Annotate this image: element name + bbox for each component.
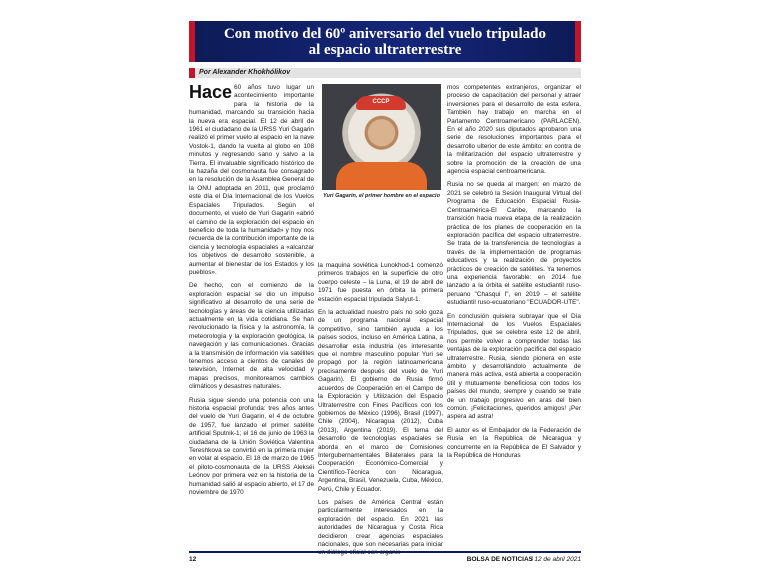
article-paragraph: Rusia no se queda al margen: en marzo de 2021 se celebró la Sesión Inaugural Virtual del Programa de Educación Espacial Rusia-Centroamérica-El Caribe, marcando la transición hacia nueva etapa de la realización práctica de los planes de cooperación en la exploración pacífica del espacio ultraterrestre. Se trata de la transferencia de tecnologías a través de la implementación de programas educativos y la realización de proyectos prácticos de creación de satélites. Ya tenemos una experiencia favorable: en 2014 fue lanzado a la órbita el satélite estudiantil ruso-peruano "Chasqui I", en 2019 – el satélite estudiantil ruso-ecuatoriano "ECUADOR-UTE". [447, 181, 581, 307]
page-footer [189, 554, 581, 566]
headline-banner [189, 21, 581, 62]
article-paragraph: En conclusión quisiera subrayar que el Día Internacional de los Vuelos Espaciales Tripulados, que se celebra este 12 de abril, nos permite volver a comprender todas las ventajas de la exploración pacífica del espacio ultraterrestre. Rusia, siendo pionera en este ámbito y desarrollándolo actualmente de manera más activa, está abierta a cooperación útil y mutuamente beneficiosa con todos los países del mundo, siempre y cuando se trate de un trabajo progresivo en aras del bien común. ¡Felicitaciones, queridos amigos! ¡Per aspera ad astra! [447, 312, 581, 421]
issue-date: / 12 de abril 2021 [530, 556, 581, 563]
article-paragraph: mos competentes extranjeros, organizar el proceso de capacitación del personal y atraer inversiones para el desarrollo de esta esfera. También hay trabajo en marcha en el Parlamento Centroamericano (PARLACEN). En el año 2020 sus diputados aprobaron una serie de resoluciones importantes para el desarrollo ulterior de este ámbito: en contra de la militarización del espacio ultraterrestre y sobre la promoción de la creación de una agencia espacial centroamericana. [447, 84, 581, 176]
gagarin-photo [322, 84, 441, 190]
article-paragraph: Los países de América Central están particularmente interesados en la exploración del espacio. En 2021 las autoridades de Nicaragua y Costa Rica decidieron crear agencias espaciales nacionales, que son necesarias para iniciar [318, 498, 443, 548]
article-paragraph: Rusia sigue siendo una potencia con una historia espacial profunda: tres años antes del vuelo de Yuri Gagarin, el 4 de octubre de 1957, fue lanzado el primer satélite artificial Sputnik-1; el 16 de junio de 1963 la ciudadana de la Unión Soviética Valentina Tereshkova se convirtió en la primera mujer en volar al espacio. El 18 de marzo de 1965 el piloto-cosmonauta de la URSS Alekséi Leónov por primera vez en la historia de la humanidad salió al espacio abierto, el 17 de noviembre de 1970 [189, 396, 314, 497]
photo-caption: Yuri Gagarin, el primer hombre en el espacio [323, 193, 440, 199]
article-column-3 [447, 84, 581, 564]
footer-divider [189, 551, 581, 553]
article-paragraph: la maquina soviética Lunokhod-1 comenzó primeros trabajos en la superficie de otro cuerpo celeste – la Luna, el 19 de abril de 1971 fue puesta en órbita la primera estación espacial tripulada Salyut-1. [318, 262, 443, 303]
author-note: El autor es el Embajador de la Federación de Rusia en la República de Nicaragua y concurrente en la República de El Salvador y la República de Honduras [447, 426, 581, 460]
page-number: 12 [189, 556, 197, 563]
headline: Con motivo del 60º aniversario del vuelo tripulado al espacio ultraterrestre [223, 25, 547, 58]
dropcap: Hace [189, 84, 233, 102]
spacesuit-shape [336, 162, 427, 190]
byline: Por Alexander Khokhólikov [189, 68, 581, 78]
article-paragraph: En la actualidad nuestro país no solo goza de un programa nacional espacial competitivo, sino también ayuda a los países socios, incluso en América Latina, a desarrollar esta industria (es interesante que el nombre masculino popular Yuri se propagó por la región latinoamericana precisamente después del vuelo de Yuri Gagarin). El gobierno de Rusia firmó acuerdos de Cooperación en el Campo de la Exploración y Utilización del Espacio Ultraterrestre con Fines Pacíficos con los gobiernos de México (1996), Brasil (1997), Chile (2004), Nicaragua (2012), Cuba (2013), Argentina (2019). El tema del desarrollo de tecnologías espaciales se aborda en el marco de Comisiones Intergubernamentales Bilaterales para la Cooperación Económico-Comercial y Científico-Técnica con Nicaragua, Argentina, Brasil, Venezuela, Cuba, México, Perú, Chile y Ecuador. [318, 309, 443, 493]
article-paragraph: De hecho, con el comienzo de la exploración espacial se dio un impulso significativo al desarrollo de una serie de tecnologías y áreas de la ciencia utilizadas actualmente en la vida cotidiana. Se han revolucionado la física y la astronomía, la meteorología y la exploración geológica, la navegación y las comunicaciones. Gracias a la transmisión de información vía satélites tenemos acceso a cientos de canales de televisión, Internet de alta velocidad y mapas precisos, monitoreamos cambios climáticos y desastres naturales. [189, 282, 314, 391]
publication-name: BOLSA DE NOTICIAS [466, 556, 533, 563]
helmet-lettering: CCCP [372, 99, 390, 105]
article-column-2 [318, 262, 443, 562]
article-column-1 [189, 84, 314, 564]
article-paragraph: Hace 60 años tuvo lugar un acontecimiento importante para la historia de la humanidad, marcando su transición hacia la nueva era espacial. El 12 de abril de 1961 el ciudadano de la URSS Yuri Gagarin realizó el primer vuelo al espacio en la nave Vostok-1, dando la vuelta al globo en 108 minutos y regresando sano y salvo a la Tierra. El invaluable significado histórico de la hazaña del cosmonauta fue consagrado en la resolución de la Asamblea General de la ONU adoptada en 2011, que proclamó este día el Día Internacional de los Vuelos Espaciales Tripulados. Según el documento, el vuelo de Yuri Gagarin «abrió el camino de la exploración del espacio en beneficio de toda la humanidad» y hoy nos recuerda de la contribución importante de la ciencia y tecnología espaciales a «alcanzar los objetivos de desarrollo sostenible, a aumentar el bienestar de los Estados y los pueblos». [189, 84, 314, 276]
